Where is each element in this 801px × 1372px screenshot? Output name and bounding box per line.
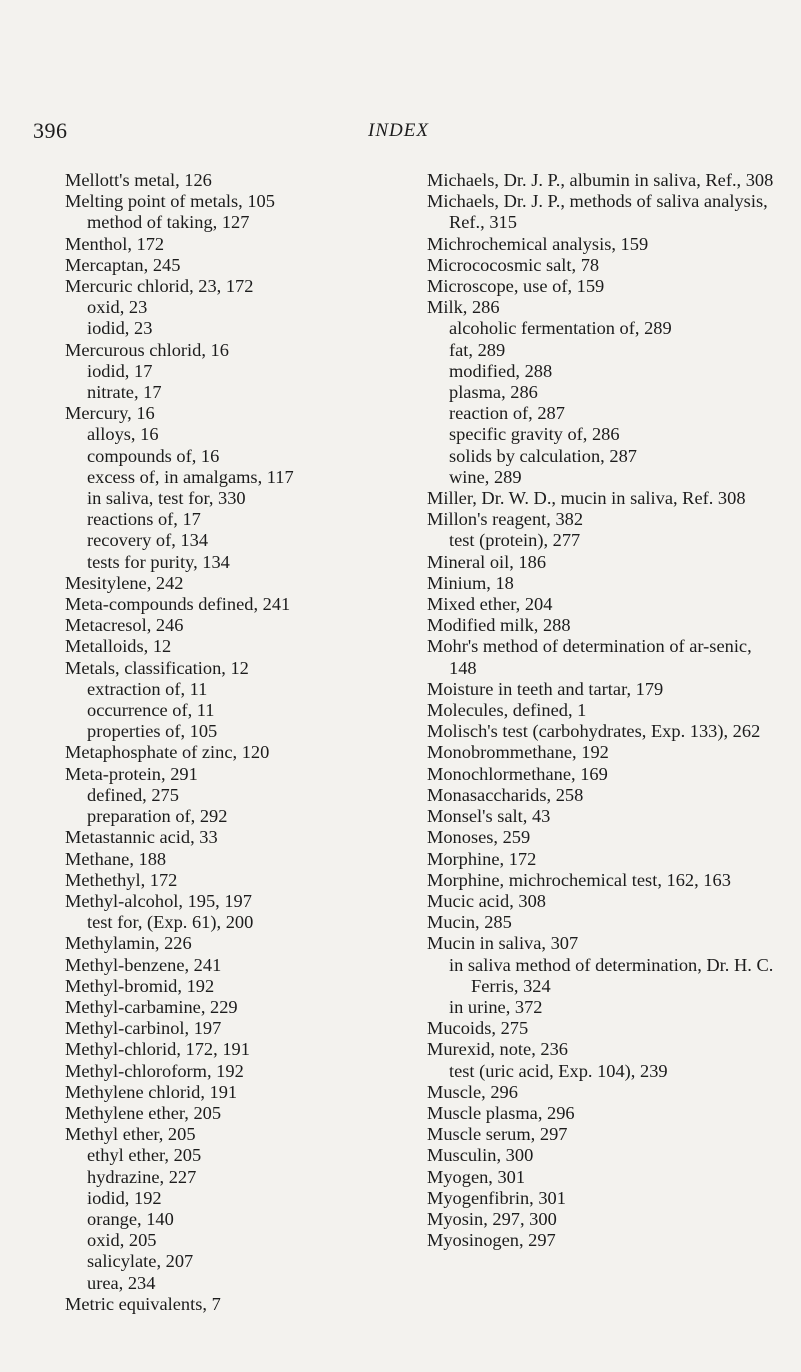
index-subentry: specific gravity of, 286 bbox=[449, 424, 620, 445]
index-subentry: iodid, 192 bbox=[87, 1187, 162, 1208]
index-entry: Methethyl, 172 bbox=[65, 869, 178, 890]
index-subentry: reaction of, 287 bbox=[449, 403, 565, 424]
index-entry: Muscle, 296 bbox=[427, 1081, 518, 1102]
index-entry: Molecules, defined, 1 bbox=[427, 700, 587, 721]
index-entry: Meta-protein, 291 bbox=[65, 763, 198, 784]
index-subentry: occurrence of, 11 bbox=[87, 700, 215, 721]
index-subentry: in urine, 372 bbox=[449, 996, 543, 1017]
index-entry: Methylamin, 226 bbox=[65, 933, 192, 954]
index-subentry: compounds of, 16 bbox=[87, 445, 220, 466]
index-entry: Methyl-chloroform, 192 bbox=[65, 1060, 244, 1081]
index-entry: Methyl-bromid, 192 bbox=[65, 975, 215, 996]
index-entry: Michrochemical analysis, 159 bbox=[427, 233, 649, 254]
index-entry: Mucic acid, 308 bbox=[427, 890, 546, 911]
index-column-right bbox=[427, 170, 782, 1251]
index-entry: Metric equivalents, 7 bbox=[65, 1293, 221, 1314]
index-entry: Mixed ether, 204 bbox=[427, 594, 553, 615]
index-entry: Metastannic acid, 33 bbox=[65, 827, 218, 848]
index-entry: Menthol, 172 bbox=[65, 233, 165, 254]
index-entry: Mercaptan, 245 bbox=[65, 254, 181, 275]
index-entry: Methane, 188 bbox=[65, 848, 167, 869]
index-entry: Methylene chlorid, 191 bbox=[65, 1081, 238, 1102]
index-entry: Monasaccharids, 258 bbox=[427, 784, 584, 805]
index-subentry: preparation of, 292 bbox=[87, 806, 228, 827]
index-entry: Mucin in saliva, 307 bbox=[427, 933, 579, 954]
index-entry: Monsel's salt, 43 bbox=[427, 806, 551, 827]
index-entry: Muscle serum, 297 bbox=[427, 1124, 568, 1145]
index-subentry: recovery of, 134 bbox=[87, 530, 209, 551]
index-entry: Methyl-chlorid, 172, 191 bbox=[65, 1039, 250, 1060]
index-subentry: extraction of, 11 bbox=[87, 678, 208, 699]
index-entry: Monochlormethane, 169 bbox=[427, 763, 608, 784]
running-title: INDEX bbox=[368, 120, 429, 141]
index-subentry: fat, 289 bbox=[449, 339, 506, 360]
index-entry: Muscle plasma, 296 bbox=[427, 1102, 575, 1123]
index-subentry: in saliva method of determination, Dr. H. C. Ferris, 324 bbox=[449, 954, 774, 996]
index-entry: Mercurous chlorid, 16 bbox=[65, 339, 229, 360]
index-entry: Melting point of metals, 105 bbox=[65, 191, 275, 212]
index-entry: Myosin, 297, 300 bbox=[427, 1208, 557, 1229]
index-entry: Myosinogen, 297 bbox=[427, 1230, 556, 1251]
index-entry: Modified milk, 288 bbox=[427, 615, 571, 636]
index-subentry: hydrazine, 227 bbox=[87, 1166, 197, 1187]
index-entry: Moisture in teeth and tartar, 179 bbox=[427, 678, 664, 699]
index-subentry: in saliva, test for, 330 bbox=[87, 488, 246, 509]
index-subentry: salicylate, 207 bbox=[87, 1251, 194, 1272]
index-subentry: test (protein), 277 bbox=[449, 530, 581, 551]
index-entry: Myogenfibrin, 301 bbox=[427, 1187, 566, 1208]
index-entry: Metalloids, 12 bbox=[65, 636, 172, 657]
index-subentry: iodid, 23 bbox=[87, 318, 153, 339]
index-subentry: wine, 289 bbox=[449, 466, 522, 487]
index-subentry: oxid, 23 bbox=[87, 297, 148, 318]
index-entry: Millon's reagent, 382 bbox=[427, 509, 584, 530]
page-header bbox=[0, 118, 801, 148]
index-subentry: solids by calculation, 287 bbox=[449, 445, 637, 466]
index-entry: Miller, Dr. W. D., mucin in saliva, Ref. 308 bbox=[427, 488, 746, 509]
index-entry: Minium, 18 bbox=[427, 572, 514, 593]
index-entry: Mellott's metal, 126 bbox=[65, 170, 212, 190]
index-entry: Molisch's test (carbohydrates, Exp. 133), 262 bbox=[427, 721, 761, 742]
index-entry: Micrococosmic salt, 78 bbox=[427, 254, 600, 275]
index-entry: Microscope, use of, 159 bbox=[427, 276, 605, 297]
index-entry: Metaphosphate of zinc, 120 bbox=[65, 742, 270, 763]
index-entry: Mineral oil, 186 bbox=[427, 551, 547, 572]
index-subentry: urea, 234 bbox=[87, 1272, 156, 1293]
index-entry: Mohr's method of determination of ar-senic, 148 bbox=[427, 636, 752, 678]
index-subentry: tests for purity, 134 bbox=[87, 551, 230, 572]
index-subentry: test for, (Exp. 61), 200 bbox=[87, 912, 254, 933]
index-entry: Musculin, 300 bbox=[427, 1145, 534, 1166]
index-subentry: oxid, 205 bbox=[87, 1230, 157, 1251]
index-entry: Mucin, 285 bbox=[427, 912, 512, 933]
index-entry: Murexid, note, 236 bbox=[427, 1039, 568, 1060]
index-entry: Methyl-carbamine, 229 bbox=[65, 996, 238, 1017]
index-entry: Monoses, 259 bbox=[427, 827, 531, 848]
index-entry: Metals, classification, 12 bbox=[65, 657, 249, 678]
index-entry: Mucoids, 275 bbox=[427, 1018, 529, 1039]
index-subentry: alcoholic fermentation of, 289 bbox=[449, 318, 672, 339]
index-entry: Monobrommethane, 192 bbox=[427, 742, 609, 763]
index-entry: Methyl ether, 205 bbox=[65, 1124, 196, 1145]
page-number: 396 bbox=[33, 118, 68, 143]
index-subentry: excess of, in amalgams, 117 bbox=[87, 466, 294, 487]
index-entry: Michaels, Dr. J. P., methods of saliva analysis, Ref., 315 bbox=[427, 191, 768, 233]
index-entry: Morphine, michrochemical test, 162, 163 bbox=[427, 869, 731, 890]
index-column-left bbox=[65, 170, 390, 1315]
index-subentry: test (uric acid, Exp. 104), 239 bbox=[449, 1060, 668, 1081]
index-entry: Methyl-alcohol, 195, 197 bbox=[65, 890, 252, 911]
index-entry: Meta-compounds defined, 241 bbox=[65, 594, 291, 615]
index-subentry: orange, 140 bbox=[87, 1208, 174, 1229]
index-subentry: reactions of, 17 bbox=[87, 509, 201, 530]
index-entry: Myogen, 301 bbox=[427, 1166, 526, 1187]
index-entry: Milk, 286 bbox=[427, 297, 500, 318]
index-entry: Michaels, Dr. J. P., albumin in saliva, Ref., 308 bbox=[427, 170, 774, 190]
index-entry: Metacresol, 246 bbox=[65, 615, 184, 636]
index-entry: Morphine, 172 bbox=[427, 848, 537, 869]
index-entry: Mesitylene, 242 bbox=[65, 572, 184, 593]
index-subentry: alloys, 16 bbox=[87, 424, 159, 445]
index-subentry: method of taking, 127 bbox=[87, 212, 250, 233]
index-subentry: ethyl ether, 205 bbox=[87, 1145, 202, 1166]
index-subentry: plasma, 286 bbox=[449, 382, 538, 403]
index-subentry: defined, 275 bbox=[87, 784, 179, 805]
index-subentry: properties of, 105 bbox=[87, 721, 218, 742]
index-entry: Methylene ether, 205 bbox=[65, 1102, 222, 1123]
index-subentry: nitrate, 17 bbox=[87, 382, 162, 403]
index-entry: Methyl-carbinol, 197 bbox=[65, 1018, 222, 1039]
index-entry: Methyl-benzene, 241 bbox=[65, 954, 222, 975]
index-subentry: iodid, 17 bbox=[87, 360, 153, 381]
index-entry: Mercuric chlorid, 23, 172 bbox=[65, 276, 254, 297]
index-entry: Mercury, 16 bbox=[65, 403, 155, 424]
index-subentry: modified, 288 bbox=[449, 360, 553, 381]
